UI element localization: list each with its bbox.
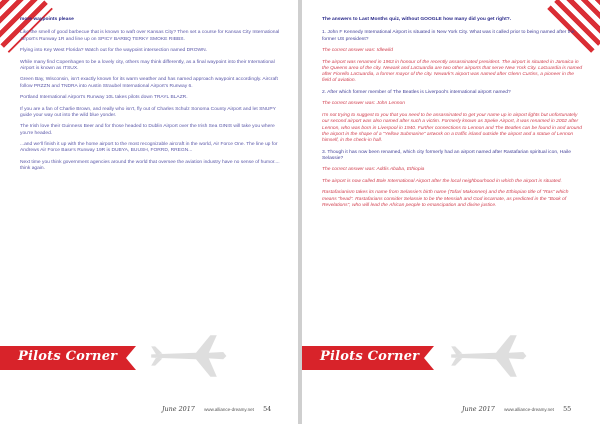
website-link[interactable]: www.alliance-dreamy.net <box>504 407 554 412</box>
quiz-answer: The correct answer was: Addis Ababa, Ethiopia <box>322 167 425 173</box>
right-page <box>302 0 600 424</box>
page-number: 54 <box>263 405 272 413</box>
page-footer <box>462 405 571 413</box>
article-heading: more waypoints please <box>20 17 74 22</box>
quiz-question: 2. After which former member of The Beatles is Liverpool's international airport named? <box>322 89 511 95</box>
issue-date: June 2017 <box>462 405 495 413</box>
quiz-explanation: The airport is now called Bole International Airport after the local neighbourhood in which the airport is situated. <box>322 178 562 184</box>
right-page-content <box>322 17 584 214</box>
quiz-explanation: I'm not trying to suggest to you that you need to be assassinated to get your name up in airport lights but unfortunately our second airport was also named after such a victim. Formerly known as Speke Airport, it was renamed in 2002 after Lennon, who was born in Liverpool in 1940. Further connections to Lennon and The Beatles can be found in and around the airport in the shape of a "Yellow Submarine" artwork on a traffic island outside the airport and a statue of Lennon himself, in the check-in hall. <box>322 112 582 144</box>
quiz-explanation: The airport was renamed in 1963 in honour of the recently assassinated president. The airport is situated in Jamaica in the Queens area of the city. Newark and LaGuardia are two other airports that serve New York City. LaGuardia is named after Fiorello LaGuardia, a former mayor of the city. Newark's airport was named after Glenn Curtiss, a pioneer in the field of aviation. <box>322 59 583 84</box>
quiz-question: 1. John F Kennedy International Airport is situated in New York City. What was it called prior to being named after the former US president? <box>322 30 575 42</box>
paragraph: While many find Copenhagen to be a lovely city, others may think differently, as a final waypoint into their International Airport is known as ITSUX. <box>20 59 275 71</box>
paragraph: Flying into Key West Florida? Watch out for the waypoint intersection named DROWN. <box>20 48 208 54</box>
left-page-content <box>20 17 282 178</box>
quiz-heading: The answers to Last Months quiz, without GOOGLE how many did you get right?. <box>322 17 512 22</box>
paragraph: Next time you think government agencies around the world that oversee the aviation industry have no sense of humor.... think again. <box>20 159 280 172</box>
paragraph: Like the smell of good barbecue that is known to waft over Kansas City? Then set a course for Kansas City International Airport's Runway 1R and line up on SPICY BARBQ TERKY SMOKE RIBBS. <box>20 30 280 42</box>
airplane-silhouette-icon <box>148 330 228 382</box>
left-page <box>0 0 298 424</box>
ribbon-title: Pilots Corner <box>18 349 118 364</box>
page-footer <box>162 405 271 413</box>
quiz-answer: The correct answer was: John Lennon <box>322 101 405 107</box>
page-number: 55 <box>563 405 572 413</box>
paragraph: ...and we'll finish it up with the home airport to the most recognizable aircraft in the world, Air Force One. The line up for Andrews Air Force Base's Runway 19R is DUBYA, BUUSH, FORRD, RREGN... <box>20 142 278 154</box>
paragraph: If you are a fan of Charlie Brown, and really who isn't, fly out of Charles Schulz Sonoma County Airport and let SNUPY guide your way out into the wild blue yonder. <box>20 106 276 118</box>
paragraph: The Irish love their Guinness Beer and for those headed to Dublin Airport over the Irish Sea GINIS will take you where you're headed. <box>20 124 275 136</box>
airplane-silhouette-icon <box>448 330 528 382</box>
ribbon-title: Pilots Corner <box>320 349 420 364</box>
quiz-question: 3. Though it has now been renamed, which city formerly had an airport named after Rastafarian spiritual icon, Haile Selassie? <box>322 149 571 161</box>
section-ribbon <box>0 346 126 370</box>
quiz-explanation: Rastafarianism takes its name from Selassie's birth name (Tafari Makonnen) and the Ethiopian title of "Ras" which means "head". Rastafarians consider Selassie to be the Messiah and God incarnate, as predicted in the "Book of Revelations", who will lead the African people to emancipation and divine justice. <box>322 190 569 208</box>
issue-date: June 2017 <box>162 405 195 413</box>
website-link[interactable]: www.alliance-dreamy.net <box>204 407 254 412</box>
paragraph: Green Bay, Wisconsin, isn't exactly known for its warm weather and has named approach waypoint accordingly. Aircraft follow PRZZN and TNDRA into Austin Straubel International Airport's Runway 6. <box>20 77 278 89</box>
quiz-answer: The correct answer was: Idlewild <box>322 48 393 54</box>
paragraph: Portland International Airport's Runway 10L takes pilots down TRAYL BLAZR. <box>20 95 188 101</box>
section-ribbon <box>302 346 424 370</box>
